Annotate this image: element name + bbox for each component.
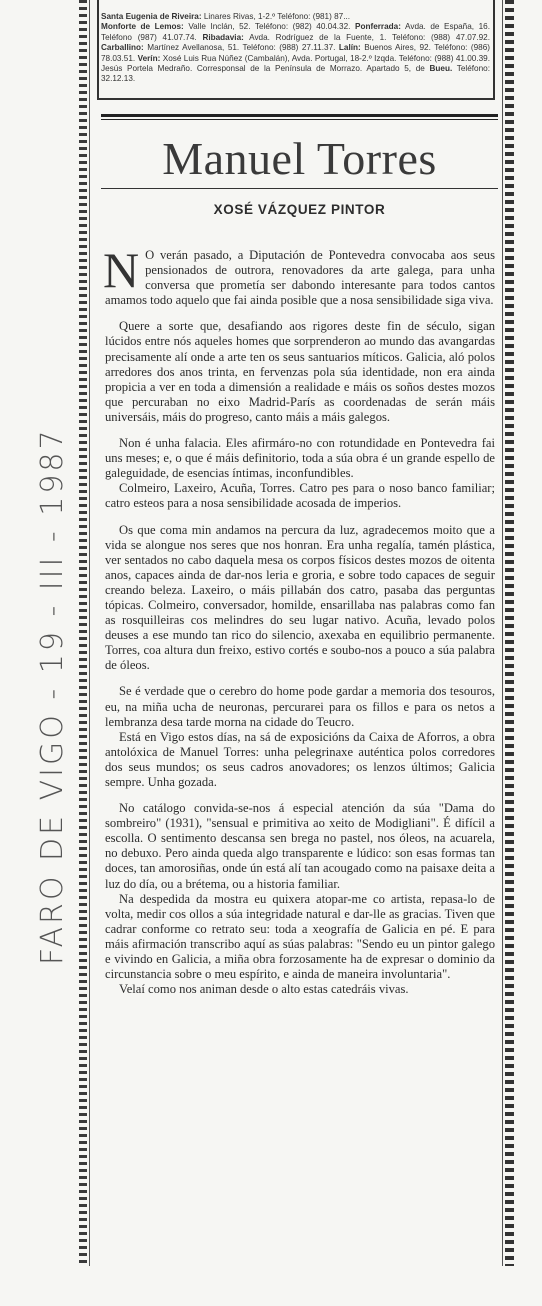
article-paragraph: Quere a sorte que, desafiando aos rigores deste fin de século, sigan lúcidos entre nós aqueles homes que sorprenderon ao mundo das avangardas precisamente alí onde a arte ten os seus santuarios míticos. Galicia, aló polos arredores dos anos trinta, en fervenzas pola súa identidade, non era ainda propicia a ver en toda a dimensión a realidade e máis os soños destes mozos que percuraban no eixo Madrid-París as coordenadas de serán máis universáis, máis do progreso, canto máis a máis galegos. [105, 319, 495, 424]
handwritten-date-note: FARO DE VIGO - 19 - III - 1987 [35, 427, 70, 965]
title-underline-rule [101, 188, 498, 189]
correspondents-box [101, 12, 490, 85]
article-body [103, 242, 495, 997]
article-title: Manuel Torres [162, 133, 437, 184]
city-name: Monforte de Lemos: [101, 22, 184, 32]
city-name: Lalín: [338, 43, 361, 53]
city-name: Carballino: [101, 43, 144, 53]
city-name: Ponferrada: [355, 22, 401, 32]
contact-text: Avda. Rodríguez de la Fuente, 1. Teléfono: (988) 47.07.92. [249, 32, 491, 42]
correspondents-box-right [493, 0, 495, 100]
article-paragraph: Está en Vigo estos días, na sá de exposicións da Caixa de Aforros, a obra antolóxica de Manuel Torres: unha pelegrinaxe auténtica polos corredores dos seus mundos; os seus cadros anovadores; os lenzos últimos; Galicia sempre. Unha gozada. [105, 729, 495, 789]
headline-top-rule [101, 114, 498, 117]
contact-text: Avda. de España, 16. Teléfono (987) 41.07.74. [101, 22, 490, 42]
contact-text: Xosé Luis Rua Núñez (Cambalán), Avda. Portugal, 18-2.º Izqda. Teléfono: (988) 41.00.39. Jesús Portela Medraño. Corresponsal de la Península de Morrazo. Apartado 5, de [101, 53, 490, 74]
left-ornamental-border [79, 0, 87, 1266]
article-paragraph: Os que coma min andamos na percura da luz, agradecemos moito que a vida se alongue nos seres que nos honran. Era unha regalía, tamén plástica, ver sentados no cabo daquela mesa os corpos físicos destes mozos de oitenta anos, capaces ainda de dar-nos leria e groria, e sobre todo capaces de seguir creando beleza. Laxeiro, o máis pillabán dos catro, pasaba das perguntas tópicas. Colmeiro, conversador, homilde, ensarillaba nas palabras como fan as rosquilleiras cos melindres do seu lugar nativo. Acuña, levado polos deuses a ese mundo tan rico do silencio, axexaba en equilibrio permanente. Torres, coa altura dun freixo, estivo cortés e soubo-nos a pouco a súa palabra de óleos. [105, 522, 495, 673]
city-name: Bueu. [429, 64, 453, 74]
right-border-rule [502, 0, 503, 1266]
article-paragraph: Se é verdade que o cerebro do home pode gardar a memoria dos tesouros, eu, na miña ucha de neuronas, percurarei para os fillos e para os netos a lembranza desa tarde morna na cidade do Teucro. [105, 684, 495, 729]
article-paragraph: N O verán pasado, a Diputación de Pontevedra convocaba aos seus pensionados de outrora, renovadores da arte galega, para unha conversa que prometía ser dabondo interesante para todos cantos amamos todo aquelo que fai ainda posible que a nosa sensibilidade siga viva. [103, 242, 495, 308]
article-paragraph: No catálogo convida-se-nos á especial atención da súa "Dama do sombreiro" (1931), "sensual e primitiva ao xeito de Modigliani". É difícil a escolla. O sentimento descansa sen brega no pastel, nos óleos, na acuarela, no debuxo. Pero ainda queda algo transparente e lúdico: son esas formas tan doces, tan amorosiñas, onde ún está alí tan acougado como na paisaxe deita a luz do día, ou a brétema, ou a historia familiar. [105, 801, 495, 891]
contact-text: Teléfono: 32.12.13. [101, 64, 490, 84]
contact-text: Buenos Aires, 92. Teléfono: (986) 78.03.51. [101, 43, 491, 63]
contact-text: Valle Inclán, 52. Teléfono: (982) 40.04.32. [188, 22, 351, 32]
article-byline: XOSÉ VÁZQUEZ PINTOR [213, 202, 386, 217]
correspondents-box-left [97, 0, 99, 100]
city-name: Santa Eugenia de Riveira: [101, 12, 202, 21]
contact-text: Linares Rivas, 1-2.º Teléfono: (981) 87... [203, 12, 351, 21]
headline-top-thin-rule [101, 119, 498, 120]
left-border-rule [89, 0, 90, 1266]
contact-text: Martínez Avellanosa, 51. Teléfono: (988) 27.11.37. [147, 43, 336, 53]
correspondents-box-bottom [98, 98, 494, 100]
article-paragraph: Non é unha falacia. Eles afirmáro-no con rotundidade en Pontevedra fai uns meses; e, o que é máis definitorio, toda a súa obra é un grande espello de galeguidade, de esencias íntimas, inconfundibles. [105, 436, 495, 481]
city-name: Verín: [137, 53, 161, 63]
city-name: Ribadavia: [202, 32, 244, 42]
right-ornamental-border [505, 0, 514, 1266]
drop-cap: N [103, 242, 140, 298]
article-paragraph: Velaí como nos animan desde o alto estas catedráis vivas. [119, 982, 409, 997]
article-paragraph: Colmeiro, Laxeiro, Acuña, Torres. Catro pes para o noso banco familiar; catro esteos para a nosa sensibilidade acosada de imperios. [105, 481, 495, 511]
article-paragraph: Na despedida da mostra eu quixera atopar-me co artista, repasa-lo de volta, medir cos ollos a súa integridade natural e dar-lle as gracias. Tiven que cadrar conforme co retrato seu: toda a xeografía de Galicia en pé. E para máis afirmación transcribo aquí as súas palabras: "Sendo eu un pintor galego e vivindo en Galicia, a miña obra forzosamente ha de expresar o dominio da circunstancia sobre o meu espírito, e ainda de maneira involuntaria". [105, 891, 495, 982]
